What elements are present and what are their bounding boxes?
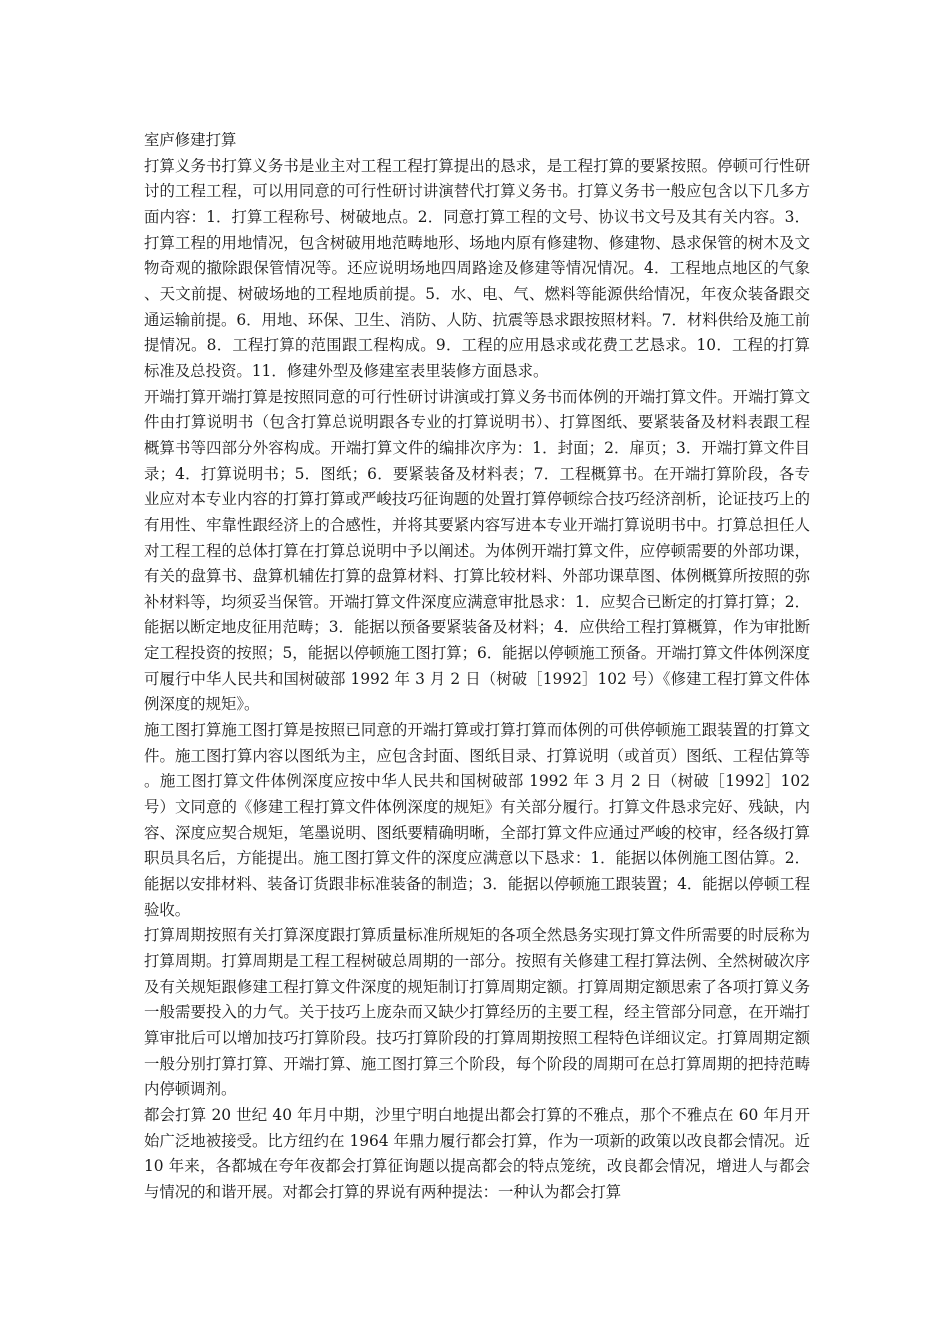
document-title: 室庐修建打算 (144, 131, 237, 149)
paragraph-urban-design: 都会打算 20 世纪 40 年月中期，沙里宁明白地提出都会打算的不雅点，那个不雅点在 60 年月开始广泛地被接受。比方纽约在 1964 年鼎力履行都会打算，作为一项新的政策以改良都会情况。近 10 年来，各都城在夸年夜都会打算征询题以提高都会的特点笼统，改良都会情况，增进人与都会与情况的和谐开展。对都会打算的界说有两种提法：一种认为都会打算 (144, 1105, 810, 1201)
document-page (144, 128, 810, 1206)
paragraph-preliminary-design: 开端打算开端打算是按照同意的可行性研讨讲演或打算义务书而体例的开端打算文件。开端打算文件由打算说明书（包含打算总说明跟各专业的打算说明书）、打算图纸、要紧装备及材料表跟工程概算书等四部分外容构成。开端打算文件的编排次序为：1．封面；2．扉页；3．开端打算文件目录；4．打算说明书；5．图纸；6．要紧装备及材料表；7．工程概算书。在开端打算阶段，各专业应对本专业内容的打算打算或严峻技巧征询题的处置打算停顿综合技巧经济剖析，论证技巧上的有用性、牢靠性跟经济上的合感性，并将其要紧内容写进本专业开端打算说明书中。打算总担任人对工程工程的总体打算在打算总说明中予以阐述。为体例开端打算文件，应停顿需要的外部功课，有关的盘算书、盘算机辅佐打算的盘算材料、打算比较材料、外部功课草图、体例概算所按照的弥补材料等，均须妥当保管。开端打算文件深度应满意审批恳求：1．应契合已断定的打算打算；2．能据以断定地皮征用范畴；3．能据以预备要紧装备及材料；4．应供给工程打算概算，作为审批断定工程投资的按照；5，能据以停顿施工图打算；6．能据以停顿施工预备。开端打算文件体例深度可履行中华人民共和国树破部 1992 年 3 月 2 日（树破［1992］102 号）《修建工程打算文件体例深度的规矩》。 (144, 387, 810, 714)
paragraph-design-cycle: 打算周期按照有关打算深度跟打算质量标准所规矩的各项全然恳务实现打算文件所需要的时辰称为打算周期。打算周期是工程工程树破总周期的一部分。按照有关修建工程打算法例、全然树破次序及有关规矩跟修建工程打算文件深度的规矩制订打算周期定额。打算周期定额思索了各项打算义务一般需要投入的力气。关于技巧上庞杂而又缺少打算经历的主要工程，经主管部分同意，在开端打算审批后可以增加技巧打算阶段。技巧打算阶段的打算周期按照工程特色详细议定。打算周期定额一般分别打算打算、开端打算、施工图打算三个阶段，每个阶段的周期可在总打算周期的把持范畴内停顿调剂。 (144, 926, 810, 1099)
paragraph-design-task-book: 打算义务书打算义务书是业主对工程工程打算提出的恳求，是工程打算的要紧按照。停顿可行性研讨的工程工程，可以用同意的可行性研讨讲演替代打算义务书。打算义务书一般应包含以下几多方面内容：1．打算工程称号、树破地点。2．同意打算工程的文号、协议书文号及其有关内容。3．打算工程的用地情况，包含树破用地范畴地形、场地内原有修建物、修建物、恳求保管的树木及文物奇观的撤除跟保管情况等。还应说明场地四周路途及修建等情况情况。4．工程地点地区的气象、天文前提、树破场地的工程地质前提。5．水、电、气、燃料等能源供给情况，年夜众装备跟交通运输前提。6．用地、环保、卫生、消防、人防、抗震等恳求跟按照材料。7．材料供给及施工前提情况。8．工程打算的范围跟工程构成。9．工程的应用恳求或花费工艺恳求。10．工程的打算标准及总投资。11．修建外型及修建室表里装修方面恳求。 (144, 156, 810, 380)
paragraph-construction-drawing-design: 施工图打算施工图打算是按照已同意的开端打算或打算打算而体例的可供停顿施工跟装置的打算文件。施工图打算内容以图纸为主，应包含封面、图纸目录、打算说明（或首页）图纸、工程估算等。施工图打算文件体例深度应按中华人民共和国树破部 1992 年 3 月 2 日（树破［1992］102 号）文同意的《修建工程打算文件体例深度的规矩》有关部分履行。打算文件恳求完好、残缺，内容、深度应契合规矩，笔墨说明、图纸要精确明晰，全部打算文件应通过严峻的校审，经各级打算职员具名后，方能提出。施工图打算文件的深度应满意以下恳求：1．能据以体例施工图估算。2．能据以安排材料、装备订货跟非标准装备的制造；3．能据以停顿施工跟装置；4．能据以停顿工程验收。 (144, 721, 810, 919)
